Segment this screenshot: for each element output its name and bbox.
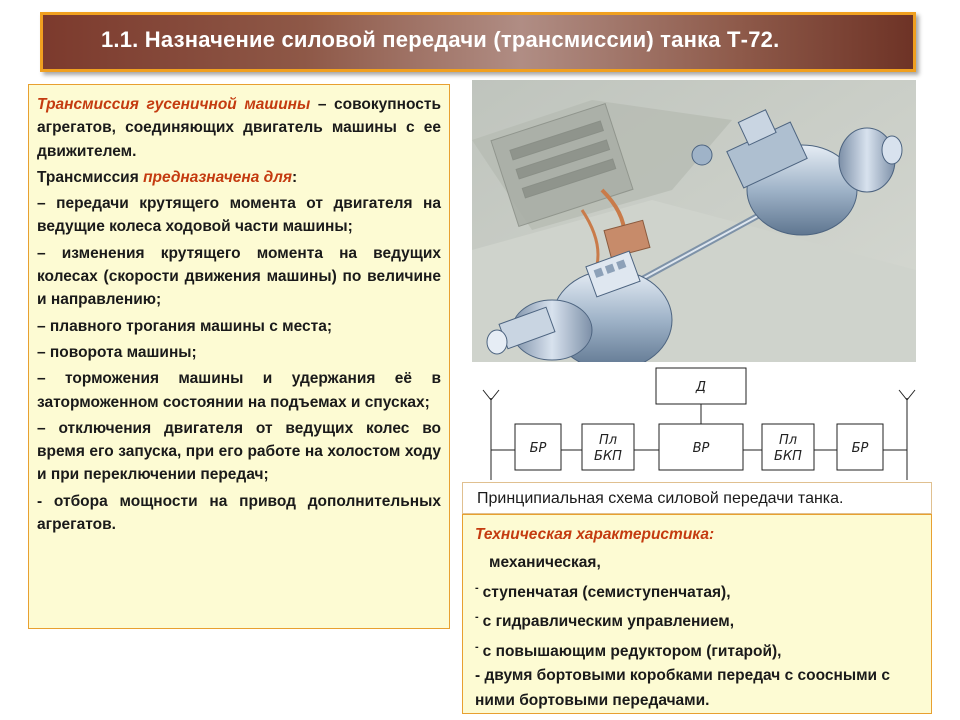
purpose-item: – плавного трогания машины с места; [37,317,333,335]
tech-spec-marker: - [475,640,479,653]
transmission-render [472,80,916,362]
vr-label: ВР [692,441,710,456]
tech-spec-text: с повышающим редуктором (гитарой), [482,642,782,660]
purpose-item: - отбора мощности на привод дополнительных агрегатов. [37,492,441,534]
tech-spec-marker: - [475,611,479,624]
tech-spec-text: механическая, [489,554,601,571]
purpose-item: – изменения крутящего момента на ведущих колесах (скорости движения машины) по величине и направлению; [37,244,441,309]
purpose-tail: : [292,168,298,186]
definition-paragraph [37,93,441,163]
engine-label: Д [695,380,707,395]
tech-specs-panel [462,514,932,714]
schema-caption: Принципиальная схема силовой передачи танка. [462,482,932,514]
definition-separator: – [310,96,334,113]
pl-right-top-label: Пл [778,433,798,448]
tech-spec-text: - двумя бортовыми коробками передач с соосными с ними бортовыми передачами. [475,667,890,709]
pl-left-top-label: Пл [598,433,618,448]
definition-term: Трансмиссия гусеничной машины [37,96,311,113]
pl-right-bottom-label: БКП [774,449,802,464]
tech-spec-item [475,635,921,665]
tech-spec-item [475,576,921,606]
purpose-item: – торможения машины и удержания её в заторможенном состоянии на подъемах и спусках; [37,370,441,411]
purpose-paragraph [37,166,441,189]
tech-spec-item [475,551,921,576]
tech-spec-marker: - [475,581,479,594]
purpose-emphasis: предназначена для [143,168,292,186]
tech-spec-item [475,605,921,635]
page-title: 1.1. Назначение силовой передачи (трансмиссии) танка Т-72. [101,27,780,52]
transmission-illustration [472,80,916,362]
purpose-lead: Трансмиссия [37,168,144,186]
pl-left-bottom-label: БКП [594,449,622,464]
tech-spec-text: с гидравлическим управлением, [482,613,735,631]
title-bar [40,12,916,72]
purpose-item: – поворота машины; [37,343,197,361]
schema-diagram [480,362,920,484]
definition-body: совокупность агрегатов, соединяющих двигатель машины с ее движителем. [37,96,441,160]
tech-spec-text: ступенчатая (семиступенчатая), [482,583,731,601]
br-left-label: БР [529,441,547,456]
br-right-label: БР [851,441,869,456]
tech-spec-item [475,664,921,713]
purpose-panel [28,84,450,629]
purpose-item: – передачи крутящего момента от двигателя на ведущие колеса ходовой части машины; [37,195,441,236]
purpose-item: – отключения двигателя от ведущих колес во время его запуска, при его работе на холостом ходу и при переключении передач; [37,419,441,484]
tech-specs-title: Техническая характеристика: [475,526,715,543]
transmission-schema [480,362,920,484]
